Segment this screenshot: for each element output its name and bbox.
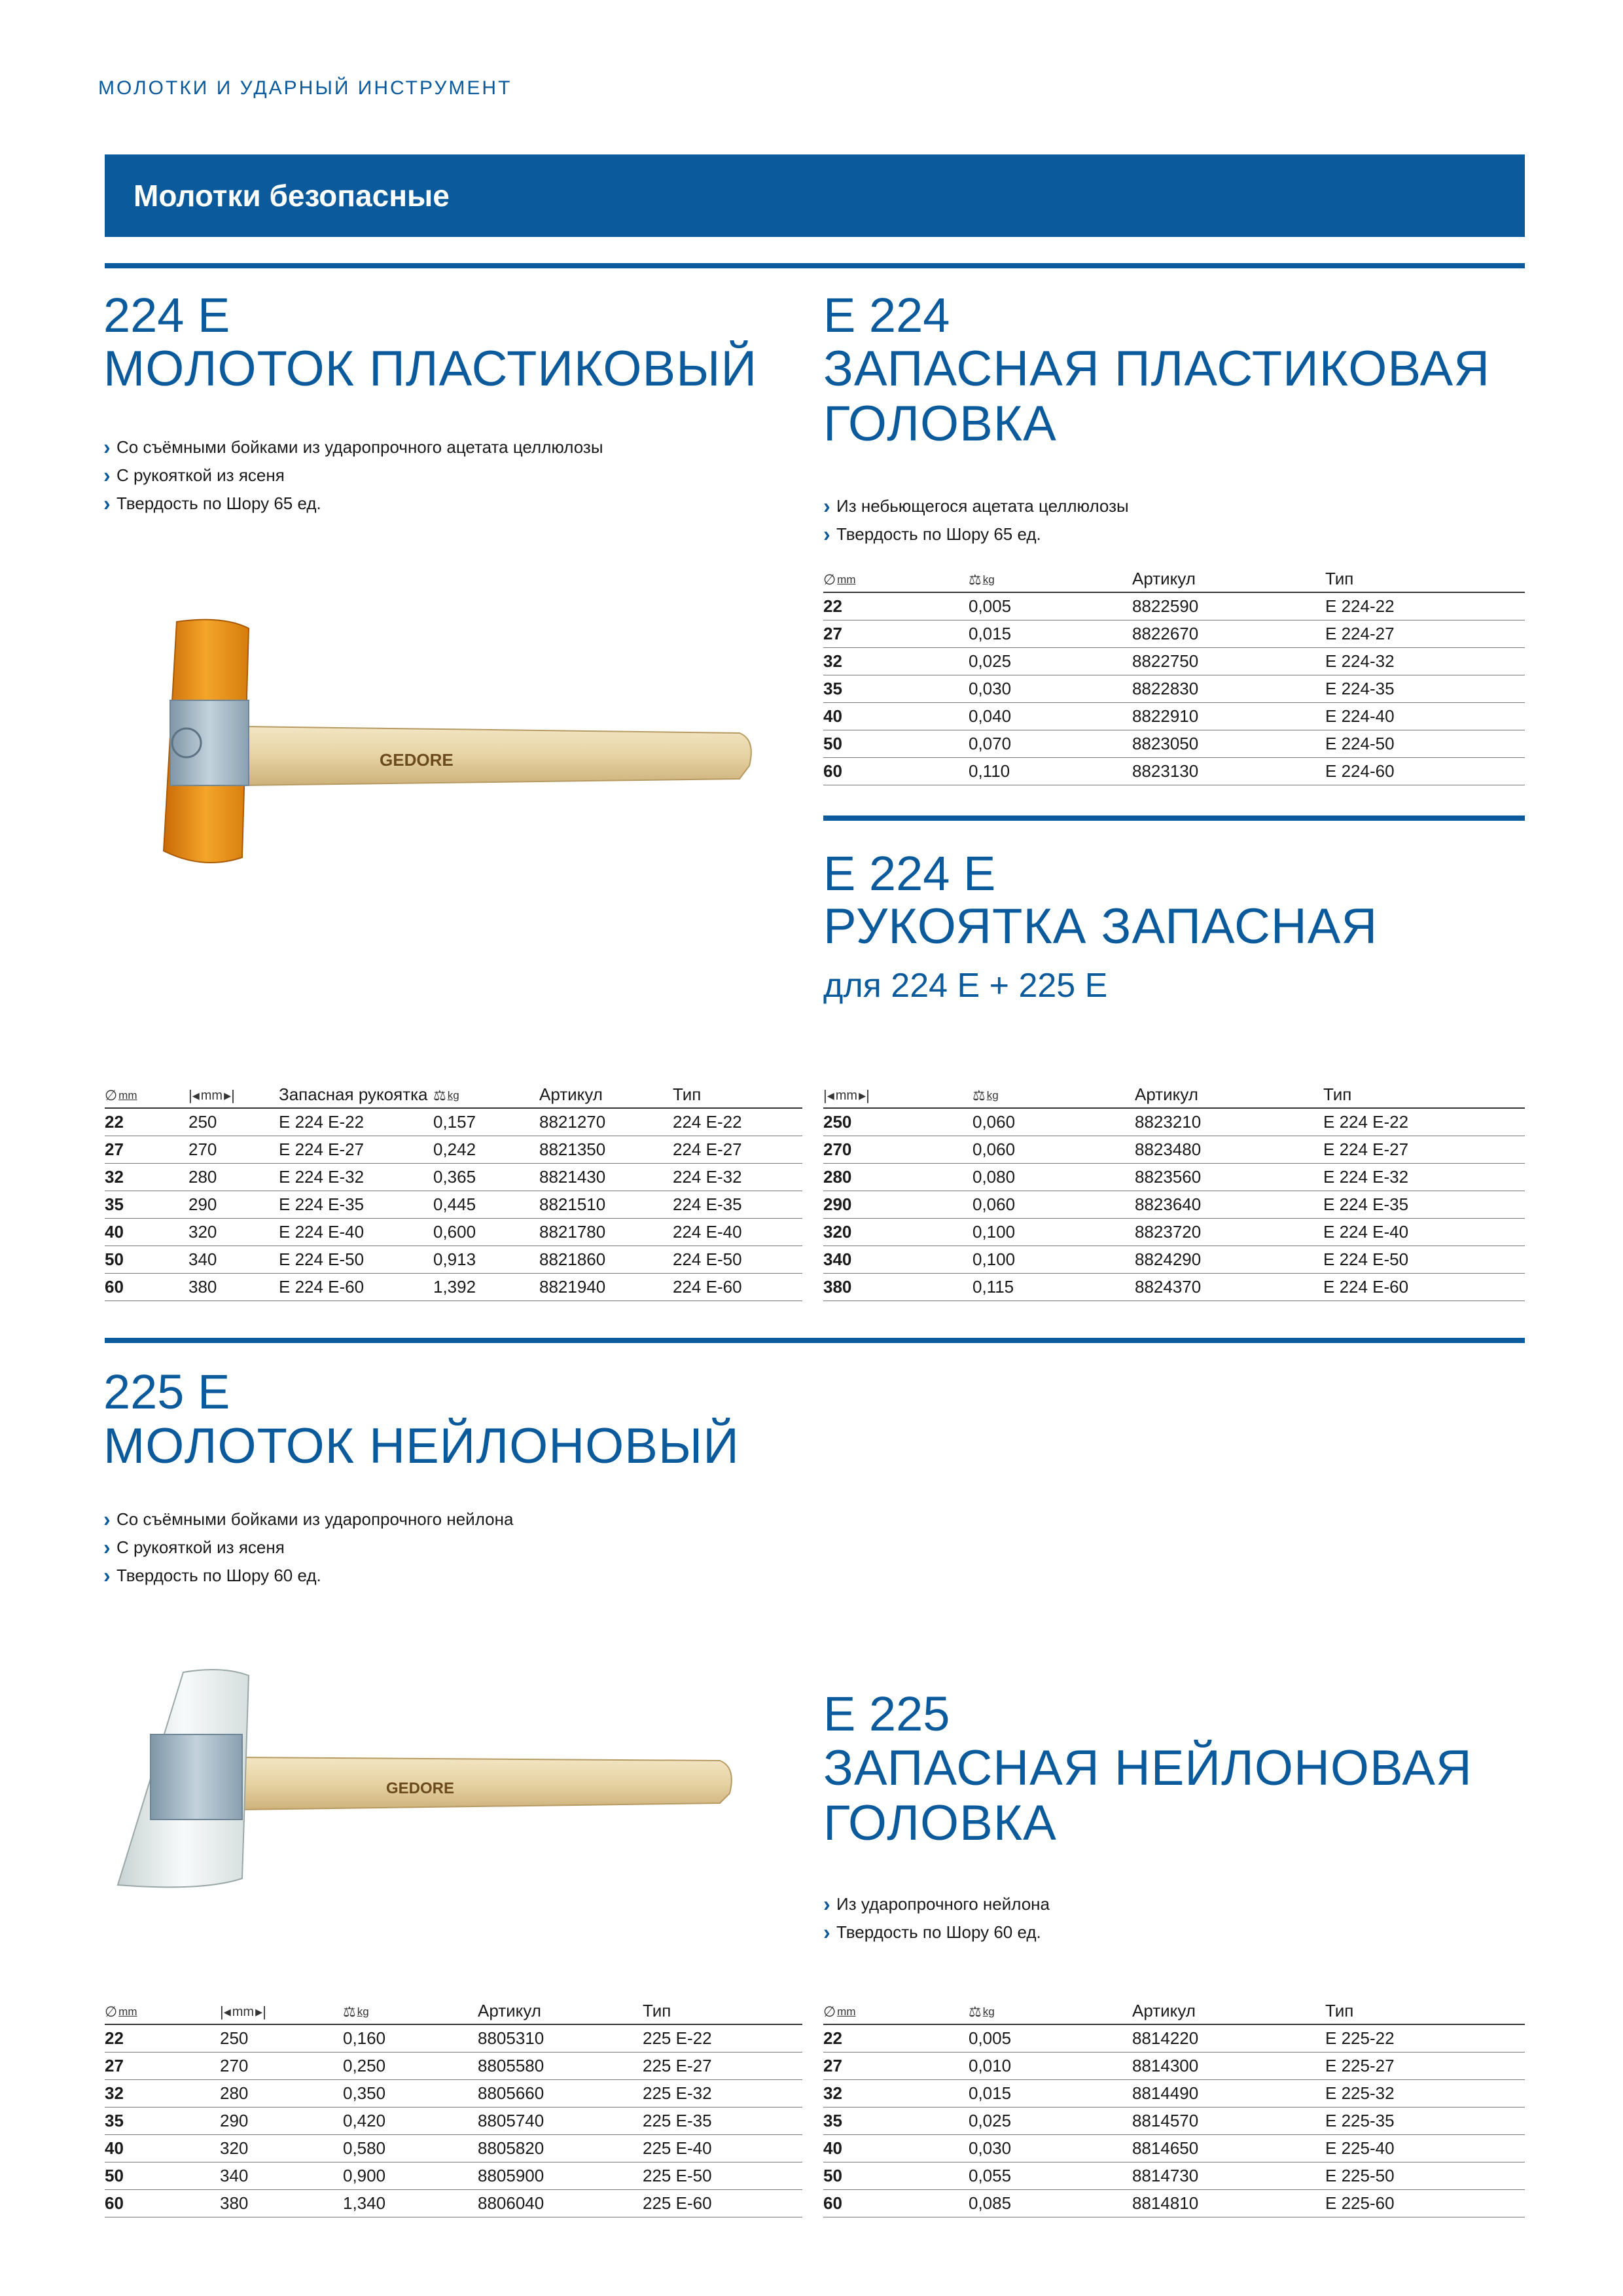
table-row: 27 0,010 8814300 E 225-27 bbox=[823, 2053, 1525, 2080]
feature-item: › Из небьющегося ацетата целлюлозы bbox=[823, 492, 1129, 520]
feature-item: › Со съёмными бойками из ударопрочного ацетата целлюлозы bbox=[103, 433, 603, 461]
spec-table-225e bbox=[105, 1996, 802, 2217]
table-row: 27 270 E 224 E-27 0,242 8821350 224 E-27 bbox=[105, 1136, 802, 1164]
scale-weight-icon: ⚖ kg bbox=[972, 1087, 999, 1103]
table-row: 60 0,110 8823130 E 224-60 bbox=[823, 758, 1525, 785]
table-row: 27 270 0,250 8805580 225 E-27 bbox=[105, 2053, 802, 2080]
scale-weight-icon: ⚖ kg bbox=[343, 2003, 369, 2020]
table-row: 40 320 E 224 E-40 0,600 8821780 224 E-40 bbox=[105, 1219, 802, 1246]
table-row: 32 0,025 8822750 E 224-32 bbox=[823, 648, 1525, 675]
arrow-bullet-icon: › bbox=[103, 492, 111, 515]
table-row: 40 0,040 8822910 E 224-40 bbox=[823, 703, 1525, 730]
col-header: Тип bbox=[643, 1996, 802, 2024]
col-header: Артикул bbox=[539, 1080, 673, 1108]
feature-list-225e bbox=[103, 1505, 513, 1590]
feature-item: › Твердость по Шору 65 ед. bbox=[823, 520, 1129, 548]
table-row: 50 0,070 8823050 E 224-50 bbox=[823, 730, 1525, 758]
product-subtitle-e224e: для 224 E + 225 E bbox=[823, 967, 1108, 1005]
col-header: Тип bbox=[1325, 564, 1525, 592]
table-row: 22 250 0,160 8805310 225 E-22 bbox=[105, 2024, 802, 2053]
banner-title: Молотки безопасные bbox=[105, 154, 1525, 237]
product-title-e224-line2: ГОЛОВКА bbox=[823, 396, 1057, 452]
table-row: 60 380 1,340 8806040 225 E-60 bbox=[105, 2190, 802, 2217]
product-title-225e: МОЛОТОК НЕЙЛОНОВЫЙ bbox=[103, 1418, 740, 1474]
product-title-224e: МОЛОТОК ПЛАСТИКОВЫЙ bbox=[103, 341, 758, 397]
feature-item: › Со съёмными бойками из ударопрочного нейлона bbox=[103, 1505, 513, 1534]
table-row: 60 0,085 8814810 E 225-60 bbox=[823, 2190, 1525, 2217]
arrow-bullet-icon: › bbox=[103, 435, 111, 459]
product-code-e225: E 225 bbox=[823, 1687, 950, 1741]
col-header: Артикул bbox=[1135, 1080, 1323, 1108]
table-row: 250 0,060 8823210 E 224 E-22 bbox=[823, 1108, 1525, 1136]
table-row: 340 0,100 8824290 E 224 E-50 bbox=[823, 1246, 1525, 1274]
feature-item: › Из ударопрочного нейлона bbox=[823, 1890, 1050, 1918]
product-code-225e: 225 E bbox=[103, 1365, 230, 1419]
scale-weight-icon: ⚖ kg bbox=[969, 571, 995, 588]
col-header: Артикул bbox=[1132, 1996, 1325, 2024]
handle-brand-text: GEDORE bbox=[386, 1780, 455, 1797]
divider bbox=[823, 816, 1525, 821]
divider bbox=[105, 1338, 1525, 1343]
table-row: 35 290 E 224 E-35 0,445 8821510 224 E-35 bbox=[105, 1191, 802, 1219]
arrow-bullet-icon: › bbox=[103, 1535, 111, 1559]
length-arrow-icon: |◂ mm ▸| bbox=[188, 1087, 235, 1103]
product-code-224e: 224 E bbox=[103, 288, 230, 342]
table-row: 50 340 E 224 E-50 0,913 8821860 224 E-50 bbox=[105, 1246, 802, 1274]
table-row: 290 0,060 8823640 E 224 E-35 bbox=[823, 1191, 1525, 1219]
plastic-hammer-image bbox=[111, 609, 759, 890]
col-header: Тип bbox=[1323, 1080, 1525, 1108]
diameter-icon: ∅ mm bbox=[823, 2003, 856, 2020]
table-row: 280 0,080 8823560 E 224 E-32 bbox=[823, 1164, 1525, 1191]
table-row: 60 380 E 224 E-60 1,392 8821940 224 E-60 bbox=[105, 1274, 802, 1301]
table-row: 22 0,005 8814220 E 225-22 bbox=[823, 2024, 1525, 2053]
arrow-bullet-icon: › bbox=[823, 1920, 830, 1944]
scale-weight-icon: ⚖ kg bbox=[433, 1087, 459, 1103]
col-header: Артикул bbox=[478, 1996, 643, 2024]
table-header-row bbox=[823, 1080, 1525, 1108]
col-header: Запасная рукоятка bbox=[279, 1080, 433, 1108]
table-row: 270 0,060 8823480 E 224 E-27 bbox=[823, 1136, 1525, 1164]
table-header-row bbox=[105, 1996, 802, 2024]
feature-item: › Твердость по Шору 60 ед. bbox=[103, 1562, 513, 1590]
arrow-bullet-icon: › bbox=[823, 522, 830, 546]
col-header: Тип bbox=[1325, 1996, 1525, 2024]
spec-table-e224e bbox=[823, 1080, 1525, 1301]
diameter-icon: ∅ mm bbox=[823, 571, 856, 588]
feature-list-e224 bbox=[823, 492, 1129, 548]
spec-table-e225 bbox=[823, 1996, 1525, 2217]
table-row: 50 0,055 8814730 E 225-50 bbox=[823, 2162, 1525, 2190]
arrow-bullet-icon: › bbox=[823, 1892, 830, 1916]
arrow-bullet-icon: › bbox=[823, 494, 830, 518]
table-row: 32 280 E 224 E-32 0,365 8821430 224 E-32 bbox=[105, 1164, 802, 1191]
product-title-e224e: РУКОЯТКА ЗАПАСНАЯ bbox=[823, 899, 1378, 954]
table-row: 32 280 0,350 8805660 225 E-32 bbox=[105, 2080, 802, 2108]
feature-item: › Твердость по Шору 60 ед. bbox=[823, 1918, 1050, 1946]
table-row: 32 0,015 8814490 E 225-32 bbox=[823, 2080, 1525, 2108]
diameter-icon: ∅ mm bbox=[105, 2003, 137, 2020]
table-row: 380 0,115 8824370 E 224 E-60 bbox=[823, 1274, 1525, 1301]
feature-item: › С рукояткой из ясеня bbox=[103, 461, 603, 490]
handle-brand-text: GEDORE bbox=[380, 750, 454, 770]
length-arrow-icon: |◂ mm ▸| bbox=[220, 2003, 266, 2020]
col-header: Артикул bbox=[1132, 564, 1325, 592]
product-title-e225: ЗАПАСНАЯ НЕЙЛОНОВАЯ bbox=[823, 1740, 1472, 1796]
table-row: 35 0,030 8822830 E 224-35 bbox=[823, 675, 1525, 703]
arrow-bullet-icon: › bbox=[103, 463, 111, 487]
table-row: 50 340 0,900 8805900 225 E-50 bbox=[105, 2162, 802, 2190]
table-header-row bbox=[823, 564, 1525, 592]
section-label: МОЛОТКИ И УДАРНЫЙ ИНСТРУМЕНТ bbox=[98, 77, 512, 99]
product-code-e224e: E 224 E bbox=[823, 846, 996, 901]
feature-list-e225 bbox=[823, 1890, 1050, 1946]
arrow-bullet-icon: › bbox=[103, 1507, 111, 1531]
table-row: 320 0,100 8823720 E 224 E-40 bbox=[823, 1219, 1525, 1246]
product-code-e224: E 224 bbox=[823, 288, 950, 342]
table-row: 40 0,030 8814650 E 225-40 bbox=[823, 2135, 1525, 2162]
spec-table-224e bbox=[105, 1080, 802, 1301]
table-row: 35 290 0,420 8805740 225 E-35 bbox=[105, 2108, 802, 2135]
product-title-e224: ЗАПАСНАЯ ПЛАСТИКОВАЯ bbox=[823, 341, 1491, 397]
table-header-row bbox=[105, 1080, 802, 1108]
divider bbox=[105, 263, 1525, 268]
product-title-e225-line2: ГОЛОВКА bbox=[823, 1795, 1057, 1851]
table-row: 22 250 E 224 E-22 0,157 8821270 224 E-22 bbox=[105, 1108, 802, 1136]
feature-item: › С рукояткой из ясеня bbox=[103, 1534, 513, 1562]
diameter-icon: ∅ mm bbox=[105, 1087, 137, 1103]
feature-list-224e bbox=[103, 433, 603, 518]
length-arrow-icon: |◂ mm ▸| bbox=[823, 1087, 870, 1103]
spec-table-e224 bbox=[823, 564, 1525, 785]
table-row: 40 320 0,580 8805820 225 E-40 bbox=[105, 2135, 802, 2162]
table-row: 22 0,005 8822590 E 224-22 bbox=[823, 592, 1525, 620]
table-header-row bbox=[823, 1996, 1525, 2024]
nylon-hammer-image bbox=[111, 1662, 740, 1911]
table-row: 27 0,015 8822670 E 224-27 bbox=[823, 620, 1525, 648]
arrow-bullet-icon: › bbox=[103, 1564, 111, 1587]
table-row: 35 0,025 8814570 E 225-35 bbox=[823, 2108, 1525, 2135]
scale-weight-icon: ⚖ kg bbox=[969, 2003, 995, 2020]
col-header: Тип bbox=[673, 1080, 802, 1108]
feature-item: › Твердость по Шору 65 ед. bbox=[103, 490, 603, 518]
